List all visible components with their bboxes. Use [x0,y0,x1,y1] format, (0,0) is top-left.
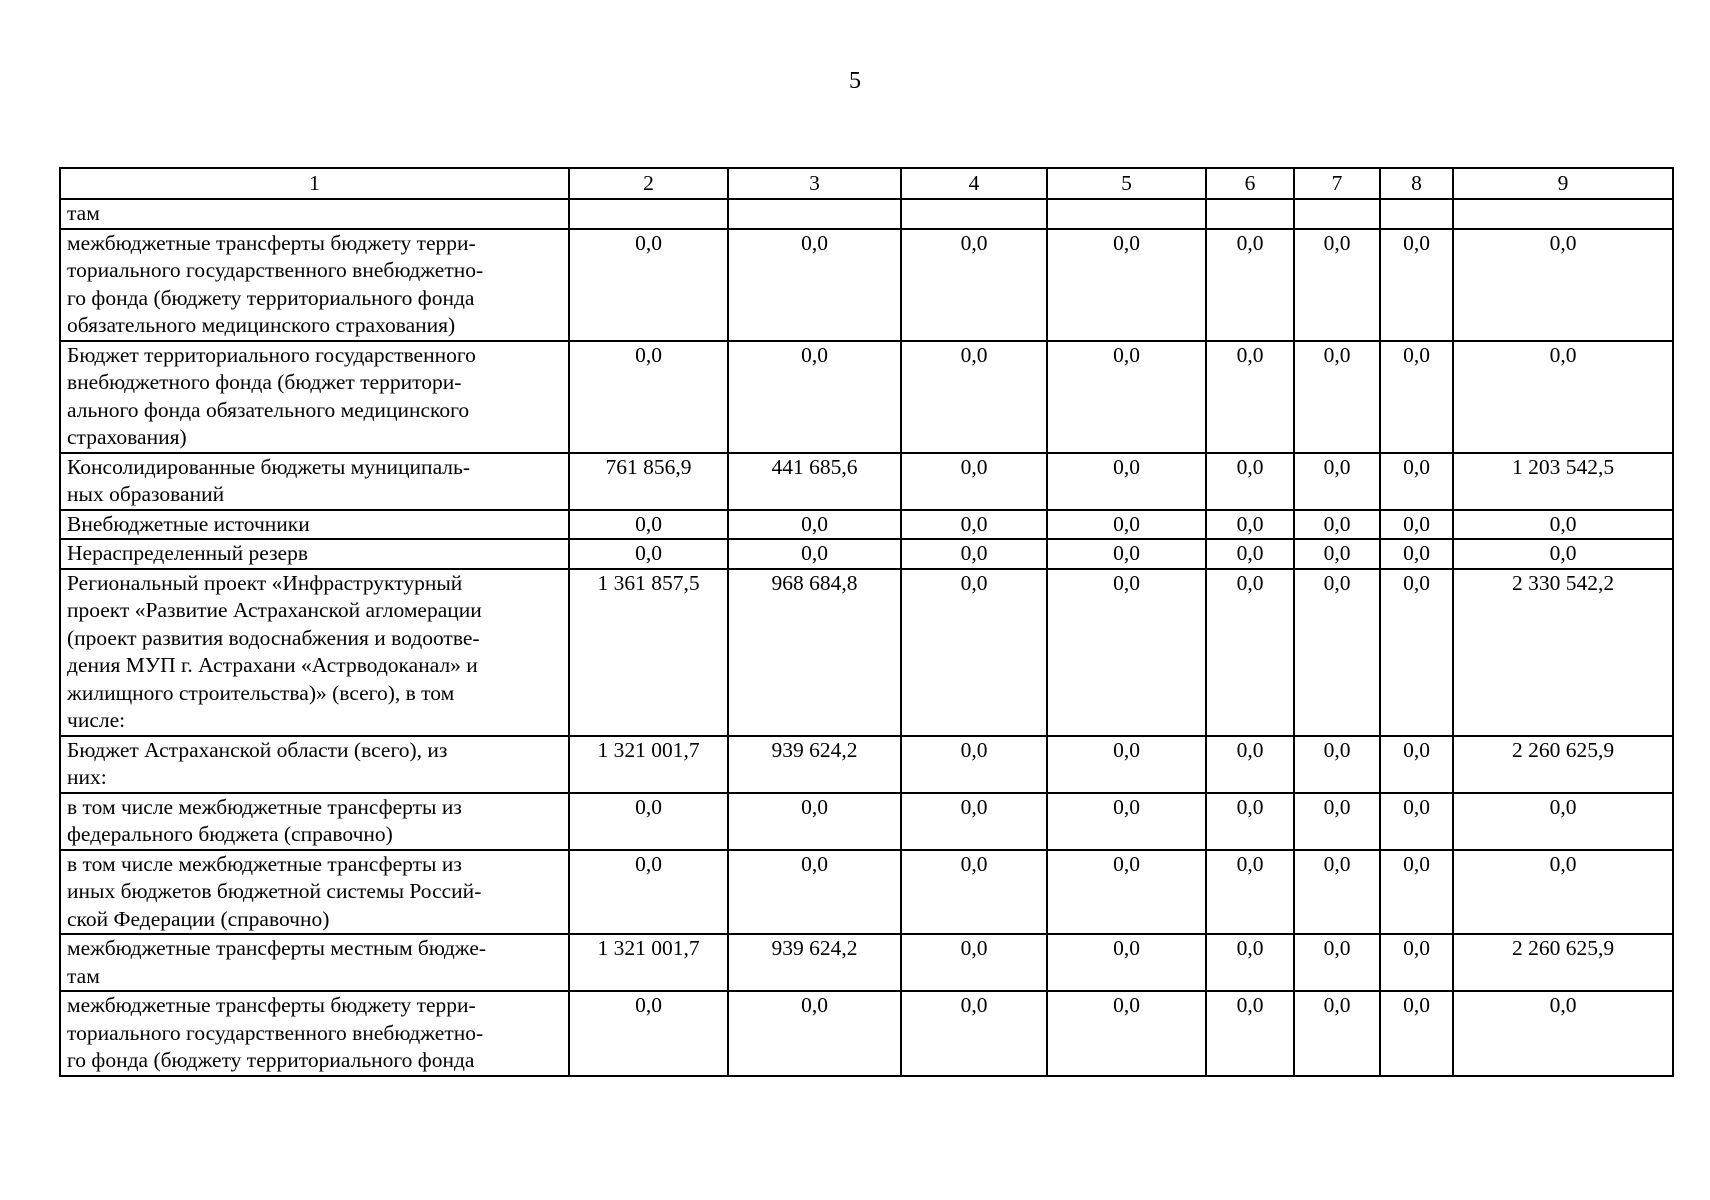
value-cell: 0,0 [1380,229,1453,341]
column-header: 4 [901,168,1047,199]
value-cell: 0,0 [1453,793,1673,850]
value-cell: 0,0 [1294,850,1380,935]
value-cell: 1 361 857,5 [569,569,728,736]
value-cell [1294,199,1380,229]
value-cell: 2 260 625,9 [1453,736,1673,793]
value-cell: 0,0 [1206,991,1294,1076]
value-cell: 0,0 [1047,539,1206,569]
column-header: 5 [1047,168,1206,199]
row-label: Внебюджетные источники [60,510,569,540]
value-cell: 0,0 [1294,736,1380,793]
value-cell: 0,0 [1294,539,1380,569]
header-row [60,168,1673,199]
row-label: межбюджетные трансферты бюджету терри- ториального государственного внебюджетно- го фонда (бюджету территориального фонда [60,991,569,1076]
value-cell: 0,0 [1206,510,1294,540]
value-cell: 0,0 [1047,453,1206,510]
value-cell [901,199,1047,229]
value-cell: 0,0 [1380,991,1453,1076]
value-cell: 0,0 [1047,510,1206,540]
value-cell: 0,0 [1380,850,1453,935]
row-label: в том числе межбюджетные трансферты из иных бюджетов бюджетной системы Россий- ской Федерации (справочно) [60,850,569,935]
table-row [60,199,1673,229]
value-cell: 0,0 [1453,850,1673,935]
value-cell: 0,0 [1206,569,1294,736]
table-row [60,539,1673,569]
value-cell: 0,0 [901,850,1047,935]
value-cell: 0,0 [569,510,728,540]
value-cell: 0,0 [1206,539,1294,569]
value-cell: 0,0 [1047,934,1206,991]
table-row [60,736,1673,793]
value-cell: 1 203 542,5 [1453,453,1673,510]
table-row [60,341,1673,453]
value-cell [1047,199,1206,229]
value-cell: 0,0 [1047,793,1206,850]
value-cell: 0,0 [1047,341,1206,453]
column-header: 1 [60,168,569,199]
value-cell: 1 321 001,7 [569,736,728,793]
table-header [60,168,1673,199]
value-cell: 0,0 [728,991,901,1076]
value-cell: 939 624,2 [728,934,901,991]
column-header: 7 [1294,168,1380,199]
value-cell: 761 856,9 [569,453,728,510]
value-cell: 0,0 [901,736,1047,793]
value-cell: 0,0 [1453,510,1673,540]
budget-table [59,167,1674,1077]
table-row [60,793,1673,850]
value-cell [728,199,901,229]
value-cell: 0,0 [1206,453,1294,510]
row-label: Бюджет Астраханской области (всего), из них: [60,736,569,793]
value-cell: 0,0 [1294,793,1380,850]
value-cell: 0,0 [1294,341,1380,453]
value-cell: 0,0 [1294,934,1380,991]
value-cell: 0,0 [1206,736,1294,793]
value-cell: 0,0 [569,341,728,453]
value-cell: 0,0 [1206,341,1294,453]
value-cell: 0,0 [728,341,901,453]
table-row [60,850,1673,935]
value-cell: 0,0 [901,510,1047,540]
page-number: 5 [849,68,861,94]
value-cell: 0,0 [1380,934,1453,991]
row-label: Нераспределенный резерв [60,539,569,569]
value-cell: 0,0 [728,229,901,341]
value-cell: 0,0 [1380,539,1453,569]
value-cell: 2 330 542,2 [1453,569,1673,736]
column-header: 2 [569,168,728,199]
value-cell: 0,0 [1206,793,1294,850]
column-header: 8 [1380,168,1453,199]
value-cell [1380,199,1453,229]
value-cell: 0,0 [1380,736,1453,793]
value-cell: 0,0 [569,539,728,569]
table-row [60,510,1673,540]
value-cell: 0,0 [1380,341,1453,453]
value-cell [569,199,728,229]
row-label: там [60,199,569,229]
table-body [60,199,1673,1076]
value-cell [1206,199,1294,229]
value-cell: 0,0 [1294,510,1380,540]
value-cell: 0,0 [901,991,1047,1076]
value-cell: 0,0 [728,850,901,935]
value-cell: 0,0 [1294,569,1380,736]
value-cell: 0,0 [569,991,728,1076]
value-cell: 0,0 [569,793,728,850]
value-cell: 0,0 [1380,510,1453,540]
value-cell: 0,0 [901,341,1047,453]
value-cell: 0,0 [1047,991,1206,1076]
table-row [60,934,1673,991]
row-label: Региональный проект «Инфраструктурный проект «Развитие Астраханской агломерации (проект развития водоснабжения и водоотве- дения МУП г. Астрахани «Астрводоканал» и жилищного строительства)» (всего), в том числе: [60,569,569,736]
value-cell: 0,0 [1380,569,1453,736]
value-cell: 0,0 [901,793,1047,850]
value-cell: 0,0 [901,229,1047,341]
value-cell: 0,0 [569,229,728,341]
value-cell: 0,0 [1453,229,1673,341]
table-row [60,569,1673,736]
value-cell: 2 260 625,9 [1453,934,1673,991]
value-cell: 0,0 [1380,793,1453,850]
value-cell: 0,0 [1206,850,1294,935]
value-cell: 0,0 [1294,991,1380,1076]
value-cell: 0,0 [1047,229,1206,341]
value-cell: 0,0 [1047,569,1206,736]
value-cell [1453,199,1673,229]
value-cell: 0,0 [1380,453,1453,510]
row-label: Консолидированные бюджеты муниципаль- ных образований [60,453,569,510]
value-cell: 0,0 [901,934,1047,991]
value-cell: 0,0 [569,850,728,935]
row-label: межбюджетные трансферты бюджету терри- ториального государственного внебюджетно- го фонда (бюджету территориального фонда обязательного медицинского страхования) [60,229,569,341]
value-cell: 0,0 [1453,991,1673,1076]
value-cell: 0,0 [728,793,901,850]
value-cell: 0,0 [1294,229,1380,341]
value-cell: 0,0 [728,539,901,569]
value-cell: 1 321 001,7 [569,934,728,991]
value-cell: 0,0 [1453,341,1673,453]
value-cell: 968 684,8 [728,569,901,736]
value-cell: 0,0 [1206,934,1294,991]
column-header: 3 [728,168,901,199]
value-cell: 0,0 [1453,539,1673,569]
value-cell: 0,0 [901,569,1047,736]
value-cell: 0,0 [1047,736,1206,793]
value-cell: 939 624,2 [728,736,901,793]
column-header: 9 [1453,168,1673,199]
value-cell: 0,0 [1206,229,1294,341]
row-label: Бюджет территориального государственного внебюджетного фонда (бюджет территори- ального фонда обязательного медицинского страхования) [60,341,569,453]
row-label: межбюджетные трансферты местным бюдже- там [60,934,569,991]
column-header: 6 [1206,168,1294,199]
value-cell: 0,0 [728,510,901,540]
table-row [60,991,1673,1076]
value-cell: 0,0 [1294,453,1380,510]
value-cell: 0,0 [1047,850,1206,935]
value-cell: 441 685,6 [728,453,901,510]
table-row [60,229,1673,341]
value-cell: 0,0 [901,539,1047,569]
table-row [60,453,1673,510]
value-cell: 0,0 [901,453,1047,510]
row-label: в том числе межбюджетные трансферты из федерального бюджета (справочно) [60,793,569,850]
